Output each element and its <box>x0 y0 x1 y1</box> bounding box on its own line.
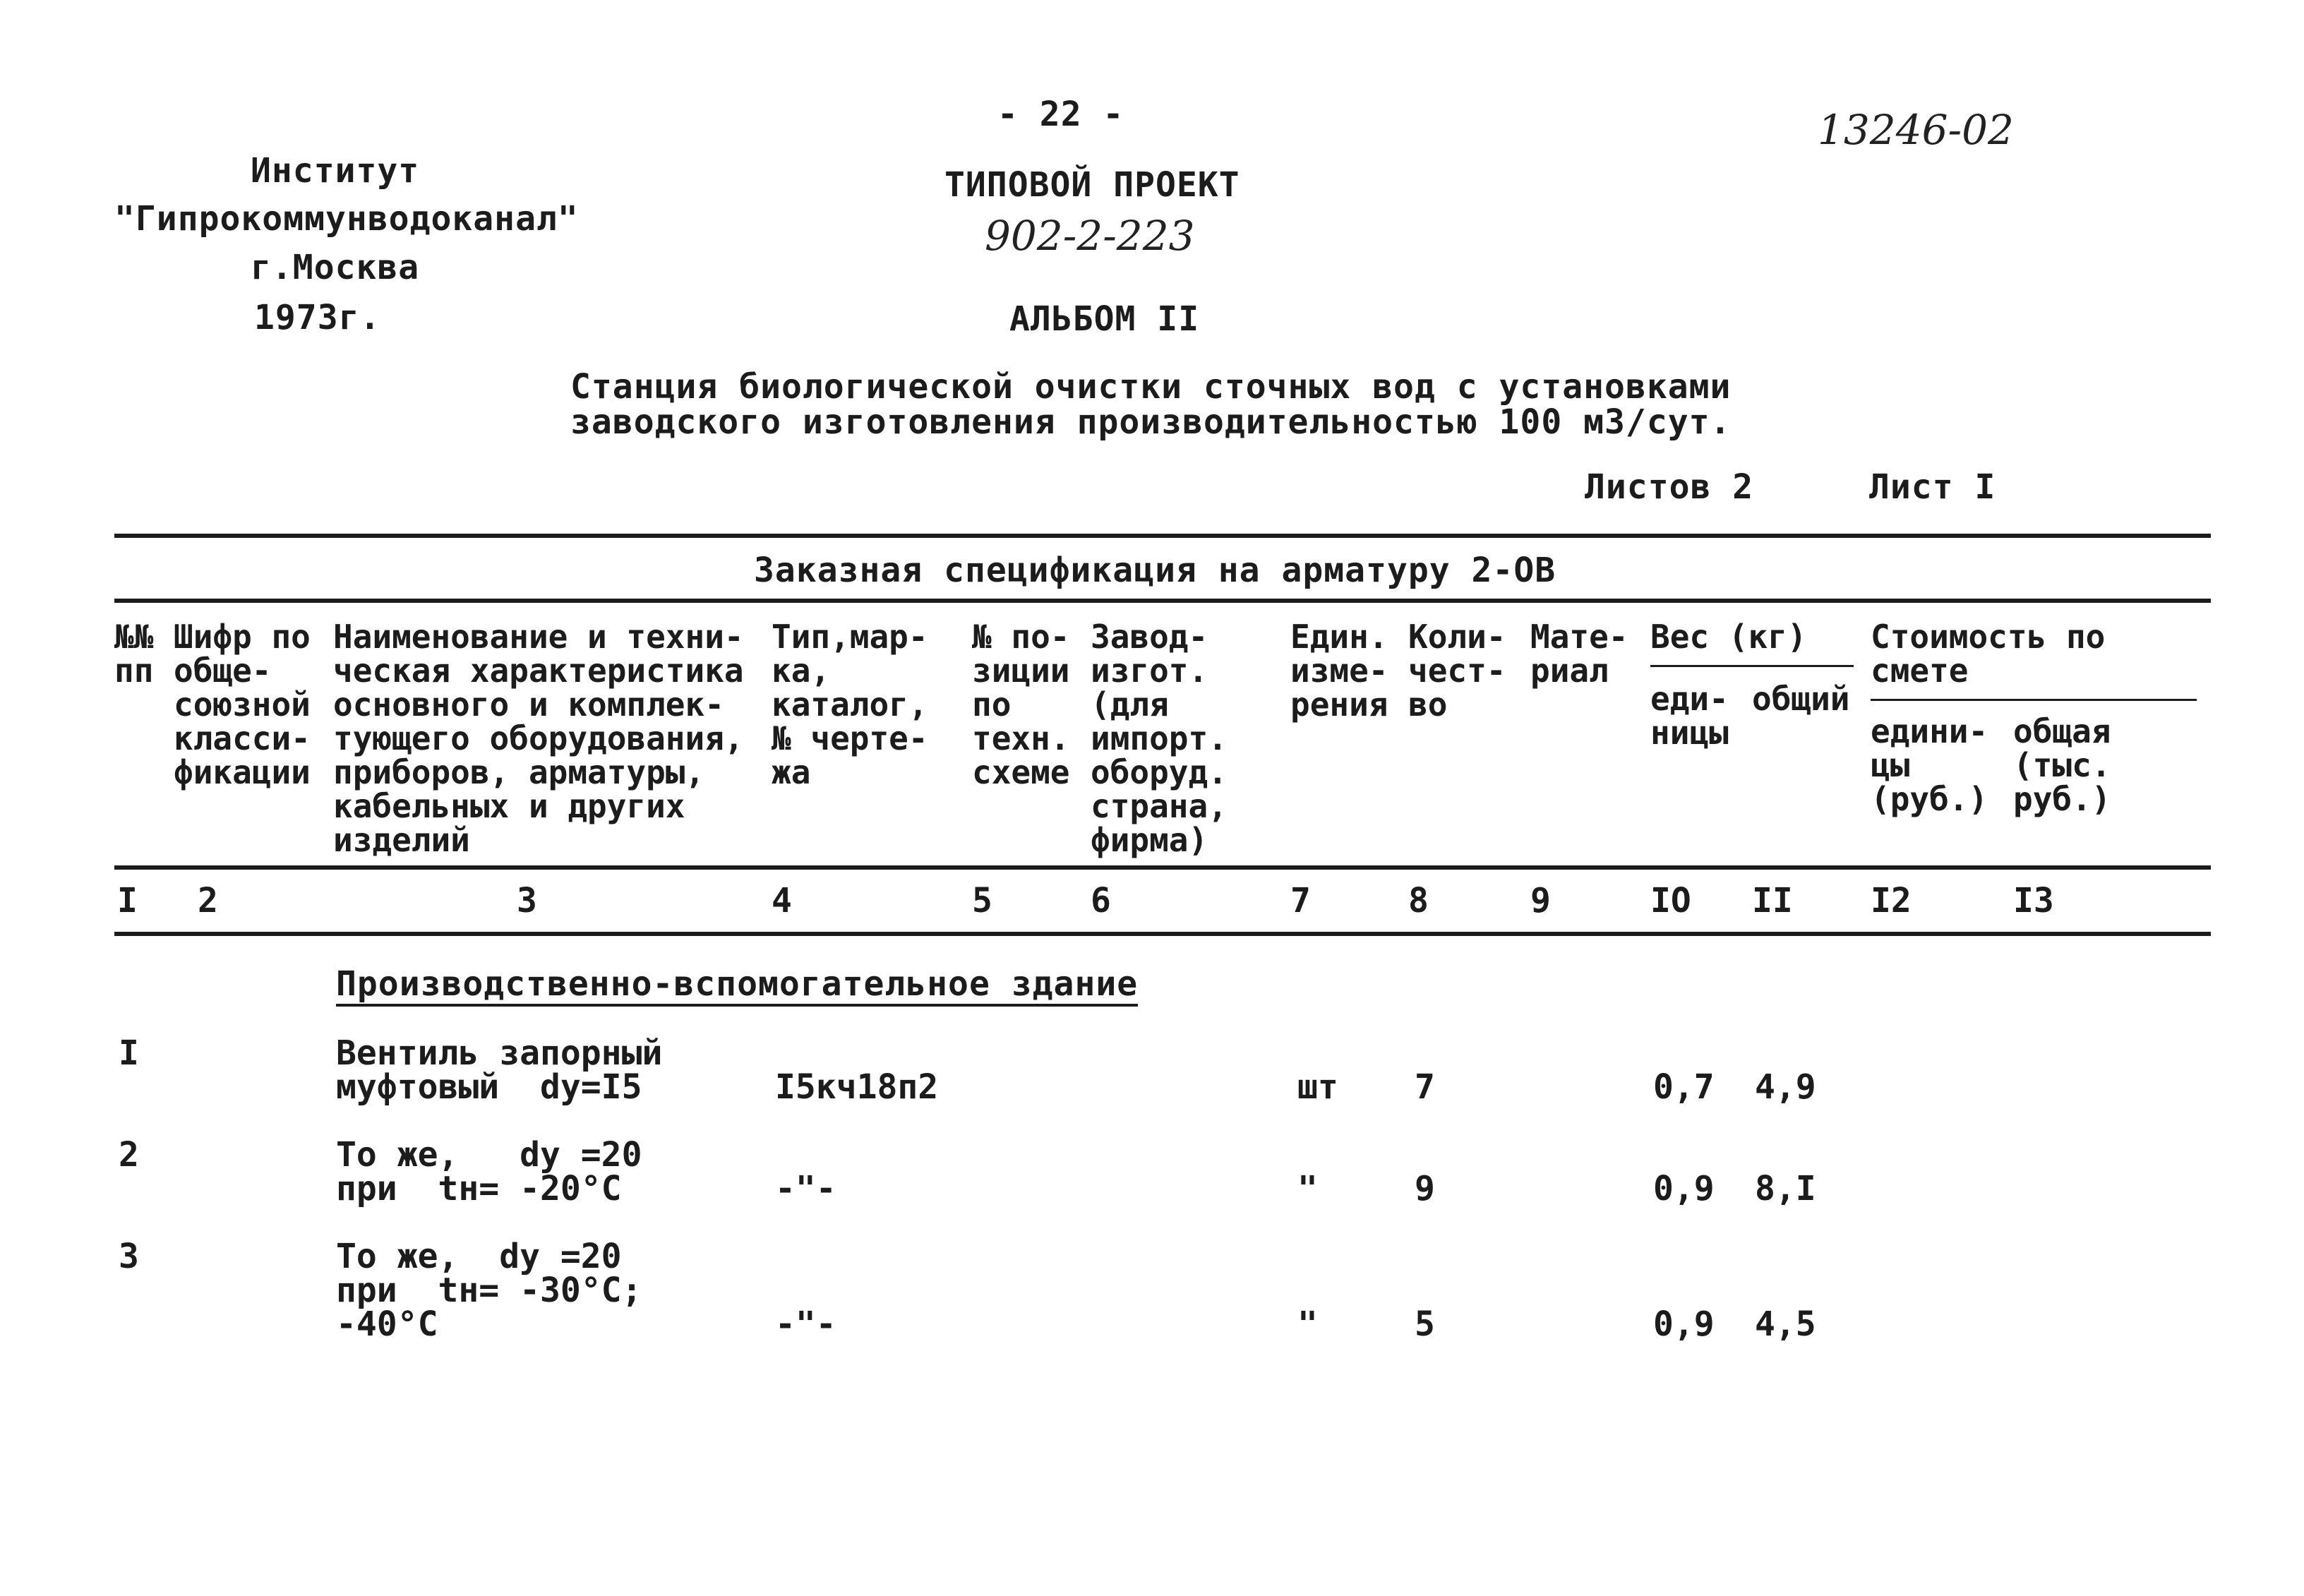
table-top-rule <box>114 534 2211 538</box>
cost-divider <box>1871 699 2197 701</box>
title-line-1: Станция биологической очистки сточных вод с установками <box>570 367 1732 407</box>
row-weight-total: 4,9 <box>1755 1067 1816 1107</box>
row-type: I5кч18п2 <box>775 1067 939 1107</box>
col-number: IO <box>1650 881 1691 920</box>
col-number: 8 <box>1408 881 1429 920</box>
row-quantity: 5 <box>1415 1304 1435 1344</box>
row-unit: " <box>1297 1169 1318 1208</box>
page-number: - 22 - <box>997 95 1124 134</box>
col-header-weight-total: общий <box>1752 680 1850 718</box>
col-header-unit: Един. изме- рения <box>1290 618 1388 724</box>
col-header-position: № по- зиции по техн. схеме <box>972 618 1070 791</box>
col-number: I3 <box>2013 881 2054 920</box>
col-header-name: Наименование и техни- ческая характеристика основного и комплек- тующего оборудования, приборов, арматуры, кабельных и других изделий <box>333 618 744 859</box>
col-header-material: Мате- риал <box>1530 618 1628 690</box>
row-type: -"- <box>775 1169 836 1208</box>
row-name: То же, dy =20 при tн= -30°С; -40°С <box>336 1237 642 1344</box>
document-code: 13246-02 <box>1818 106 2014 154</box>
table-title: Заказная спецификация на арматуру 2-ОВ <box>754 551 1556 590</box>
col-number: 4 <box>772 881 792 920</box>
numbers-bottom-rule <box>114 932 2211 936</box>
row-weight-unit: 0,9 <box>1653 1304 1715 1344</box>
section-title: Производственно-вспомогательное здание <box>336 967 1138 1007</box>
col-number: 2 <box>198 881 218 920</box>
sheets-total: Листов 2 <box>1585 467 1754 507</box>
row-number: 3 <box>119 1237 139 1276</box>
project-number: 902-2-223 <box>985 212 1195 260</box>
col-number: I <box>117 881 138 920</box>
row-weight-unit: 0,7 <box>1653 1067 1715 1107</box>
col-number: 7 <box>1290 881 1311 920</box>
col-header-num: №№ пп <box>114 618 154 690</box>
institute-label: Институт <box>251 151 420 191</box>
col-header-manufacturer: Завод- изгот. (для импорт. оборуд. страна, фирма) <box>1091 618 1228 859</box>
col-header-weight: Вес (кг) <box>1650 618 1807 656</box>
row-name: То же, dy =20 при tн= -20°С <box>336 1135 642 1208</box>
col-number: 5 <box>972 881 992 920</box>
row-weight-total: 8,I <box>1755 1169 1816 1208</box>
weight-divider <box>1650 665 1854 667</box>
row-type: -"- <box>775 1304 836 1344</box>
sheet-current: Лист I <box>1869 467 1996 507</box>
col-header-type: Тип,мар- ка, каталог, № черте- жа <box>772 618 928 791</box>
col-header-code: Шифр по обще- союзной класси- фикации <box>174 618 311 791</box>
row-quantity: 9 <box>1415 1169 1435 1208</box>
header-bottom-rule <box>114 865 2211 870</box>
col-number: 9 <box>1530 881 1551 920</box>
col-header-quantity: Коли- чест- во <box>1408 618 1506 724</box>
row-number: 2 <box>119 1135 139 1175</box>
col-header-weight-unit: еди- ницы <box>1650 680 1729 752</box>
row-name: Вентиль запорный муфтовый dy=I5 <box>336 1033 663 1107</box>
col-number: I2 <box>1871 881 1912 920</box>
col-number: II <box>1752 881 1793 920</box>
institute-name: "Гипрокоммунводоканал" <box>114 199 579 239</box>
row-unit: " <box>1297 1304 1318 1344</box>
col-header-cost-total: общая (тыс. руб.) <box>2013 712 2111 818</box>
row-weight-unit: 0,9 <box>1653 1169 1715 1208</box>
row-unit: шт <box>1297 1067 1338 1107</box>
row-quantity: 7 <box>1415 1067 1435 1107</box>
header-top-rule <box>114 599 2211 603</box>
row-weight-total: 4,5 <box>1755 1304 1816 1344</box>
col-header-cost-unit: едини- цы (руб.) <box>1871 712 1988 818</box>
title-line-2: заводского изготовления производительностью 100 м3/сут. <box>570 402 1732 442</box>
album-label: АЛЬБОМ II <box>1009 299 1200 339</box>
institute-city: г.Москва <box>251 248 420 287</box>
col-number: 3 <box>517 881 537 920</box>
col-number: 6 <box>1091 881 1111 920</box>
col-header-cost: Стоимость по смете <box>1871 618 2106 690</box>
row-number: I <box>119 1033 139 1073</box>
institute-year: 1973г. <box>254 298 381 337</box>
project-label: ТИПОВОЙ ПРОЕКТ <box>944 165 1240 205</box>
